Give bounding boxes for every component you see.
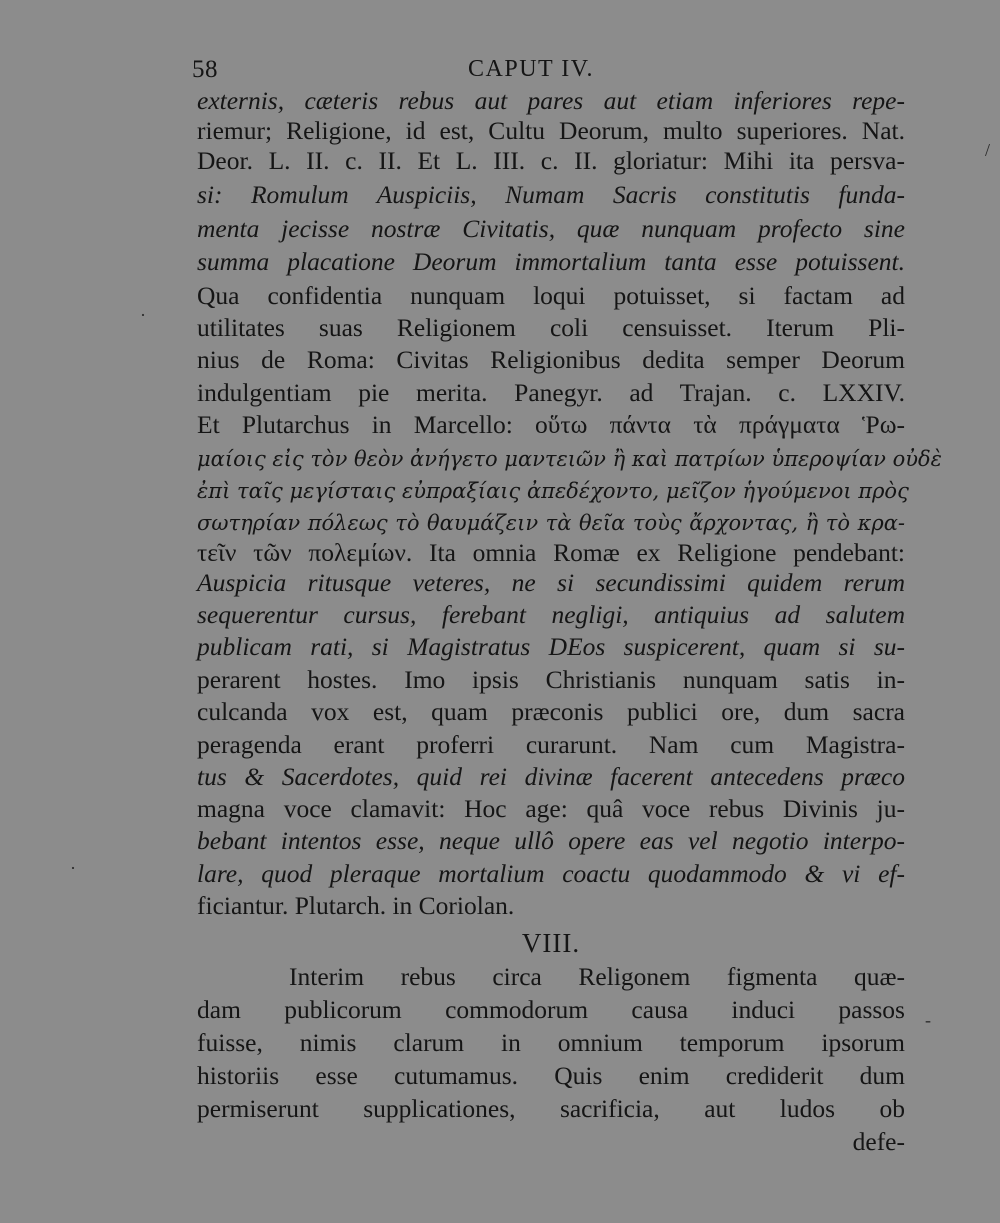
- text-line: Deor. L. II. c. II. Et L. III. c. II. gloriatur: Mihi ita persva-: [197, 146, 905, 175]
- text-line: historiis esse cutumamus. Quis enim crediderit dum: [197, 1061, 905, 1090]
- text-line: riemur; Religione, id est, Cultu Deorum, multo superiores. Nat.: [197, 116, 905, 145]
- text-line: permiserunt supplicationes, sacrificia, aut ludos ob: [197, 1094, 905, 1123]
- ink-speck: ·: [140, 305, 146, 325]
- text-line: nius de Roma: Civitas Religionibus dedita semper Deorum: [197, 345, 905, 374]
- text-line: Qua confidentia nunquam loqui potuisset, si factam ad: [197, 281, 905, 310]
- text-line: si: Romulum Auspiciis, Numam Sacris constitutis funda-: [197, 180, 905, 209]
- text-line: lare, quod pleraque mortalium coactu quodammodo & vi ef-: [197, 859, 905, 888]
- text-line: perarent hostes. Imo ipsis Christianis nunquam satis in-: [197, 665, 905, 694]
- text-line: Auspicia ritusque veteres, ne si secundissimi quidem rerum: [197, 568, 905, 597]
- text-line: ficiantur. Plutarch. in Coriolan.: [197, 891, 515, 920]
- greek-text-line: σωτηρίαν πόλεως τὸ θαυμάζειν τὰ θεῖα τοὺς ἄρχοντας, ἢ τὸ κρα-: [197, 511, 905, 535]
- text-line: utilitates suas Religionem coli censuisset. Iterum Pli-: [197, 313, 905, 342]
- text-line: publicam rati, si Magistratus DEos suspicerent, quam si su-: [197, 632, 905, 661]
- text-line: dam publicorum commodorum causa induci passos: [197, 995, 905, 1024]
- ink-speck: /: [985, 140, 991, 160]
- text-line: menta jecisse nostræ Civitatis, quæ nunquam profecto sine: [197, 214, 905, 243]
- page-header: [192, 50, 902, 86]
- greek-text-line: μαίοις εἰς τὸν θεὸν ἀνήγετο μαντειῶν ἢ καὶ πατρίων ὑπεροψίαν οὐδὲ: [197, 447, 942, 471]
- text-line: culcanda vox est, quam præconis publici ore, dum sacra: [197, 697, 905, 726]
- text-line: tus & Sacerdotes, quid rei divinæ facerent antecedens præco: [197, 762, 905, 791]
- ink-speck: -: [925, 1010, 931, 1030]
- ink-speck: ·: [70, 858, 76, 878]
- greek-text-line: ἐπὶ ταῖς μεγίσταις εὐπραξίαις ἀπεδέχοντο, μεῖζον ἡγούμενοι πρὸς: [197, 479, 909, 503]
- text-line: peragenda erant proferri curarunt. Nam cum Magistra-: [197, 730, 905, 759]
- text-line: magna voce clamavit: Hoc age: quâ voce rebus Divinis ju-: [197, 794, 905, 823]
- text-line: τεῖν τῶν πολεμίων. Ita omnia Romæ ex Religione pendebant:: [197, 538, 905, 567]
- page-number: 58: [192, 56, 218, 83]
- text-line: fuisse, nimis clarum in omnium temporum ipsorum: [197, 1028, 905, 1057]
- running-head: CAPUT IV.: [468, 56, 594, 82]
- text-line: Interim rebus circa Religonem figmenta quæ-: [289, 962, 905, 991]
- catchword: defe-: [852, 1127, 905, 1156]
- text-line: summa placatione Deorum immortalium tanta esse potuissent.: [197, 247, 905, 276]
- text-line: bebant intentos esse, neque ullô opere eas vel negotio interpo-: [197, 826, 905, 855]
- text-line: Et Plutarchus in Marcello: οὕτω πάντα τὰ πράγματα Ῥω-: [197, 410, 905, 439]
- text-line: sequerentur cursus, ferebant negligi, antiquius ad salutem: [197, 600, 905, 629]
- text-line: indulgentiam pie merita. Panegyr. ad Trajan. c. LXXIV.: [197, 378, 905, 407]
- text-line: externis, cæteris rebus aut pares aut etiam inferiores repe-: [197, 86, 905, 115]
- section-heading: VIII.: [521, 928, 581, 958]
